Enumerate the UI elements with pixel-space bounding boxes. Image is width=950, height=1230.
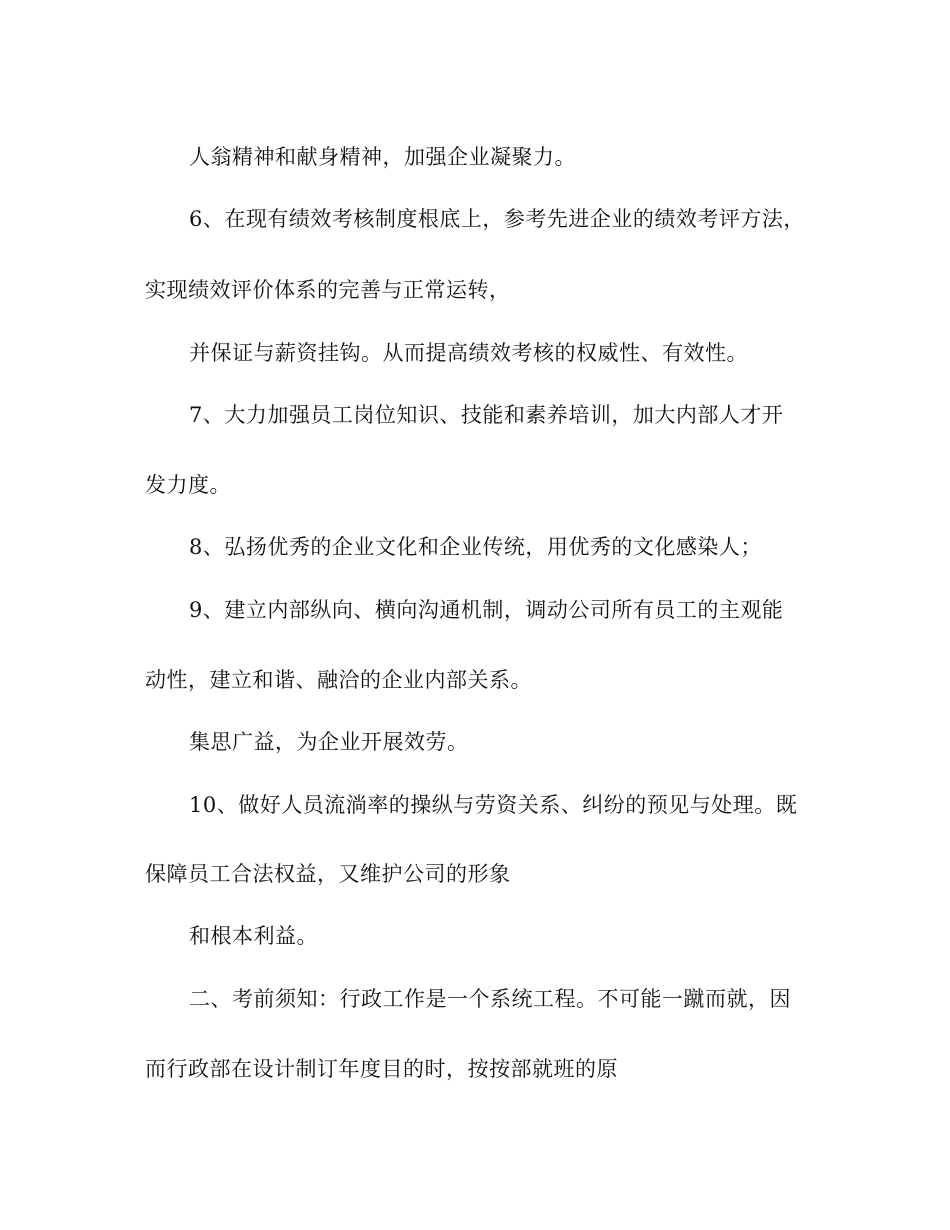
text-line: 二、考前须知：行政工作是一个系统工程。不可能一蹴而就，因 [189,987,791,1011]
text-line: 8、弘扬优秀的企业文化和企业传统，用优秀的文化感染人； [189,535,762,559]
text-line: 集思广益，为企业开展效劳。 [189,730,469,754]
text-line: 7、大力加强员工岗位知识、技能和素养培训，加大内部人才开 [189,403,784,427]
text-line: 而行政部在设计制订年度目的时，按按部就班的原 [145,1057,618,1081]
text-line: 和根本利益。 [189,924,318,948]
text-line: 实现绩效评价体系的完善与正常运转， [145,278,511,302]
text-line: 并保证与薪资挂钩。从而提高绩效考核的权威性、有效性。 [189,341,748,365]
text-line: 6、在现有绩效考核制度根底上，参考先进企业的绩效考评方法， [189,207,805,231]
text-line: 9、建立内部纵向、横向沟通机制，调动公司所有员工的主观能 [189,598,784,622]
text-line: 保障员工合法权益，又维护公司的形象 [145,862,511,886]
text-line: 10、做好人员流淌率的操纵与劳资关系、纠纷的预见与处理。既 [189,793,798,817]
text-line: 发力度。 [145,473,231,497]
text-line: 动性，建立和谐、融洽的企业内部关系。 [145,668,532,692]
text-line: 人翁精神和献身精神，加强企业凝聚力。 [189,145,576,169]
